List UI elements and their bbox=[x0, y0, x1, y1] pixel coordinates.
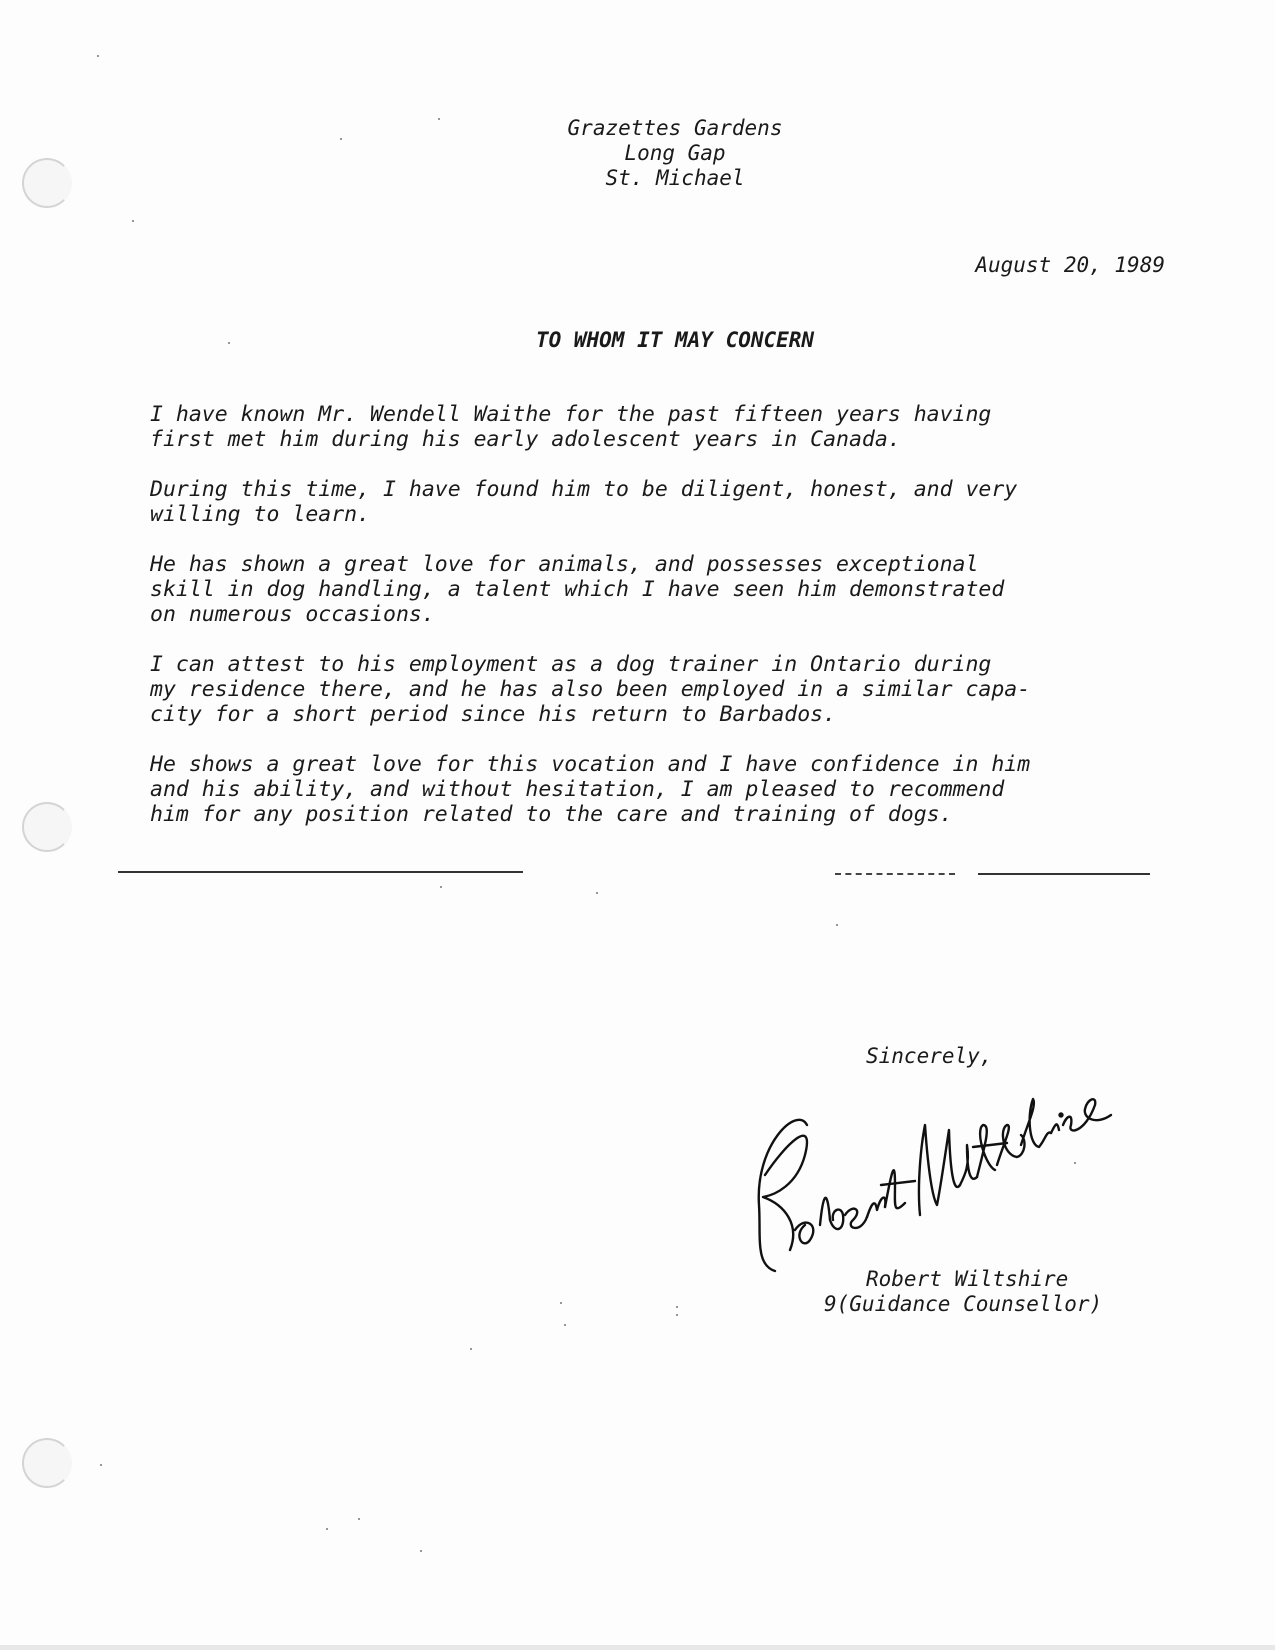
handwritten-signature bbox=[745, 1085, 1125, 1275]
signer-name: Robert Wiltshire bbox=[866, 1267, 1069, 1291]
scan-speck bbox=[440, 886, 442, 888]
paragraph-line: He shows a great love for this vocation and I have confidence in him bbox=[150, 752, 1031, 777]
scan-speck bbox=[438, 118, 440, 120]
scan-speck bbox=[358, 1518, 360, 1520]
scan-speck bbox=[596, 892, 598, 894]
paragraph-line: my residence there, and he has also been employed in a similar capa- bbox=[150, 677, 1031, 702]
paragraph-3 bbox=[150, 552, 1180, 627]
scan-speck bbox=[132, 220, 134, 222]
punch-hole-bottom bbox=[22, 1438, 72, 1488]
scan-speck bbox=[836, 924, 838, 926]
address-line-1: Grazettes Gardens bbox=[567, 116, 783, 140]
scan-speck bbox=[340, 138, 342, 140]
closing: Sincerely, bbox=[866, 1044, 993, 1068]
scan-speck bbox=[97, 55, 99, 57]
paragraph-line: first met him during his early adolescent years in Canada. bbox=[150, 427, 901, 452]
paragraph-line: I have known Mr. Wendell Waithe for the past fifteen years having bbox=[150, 402, 992, 427]
paragraph-line: him for any position related to the care and training of dogs. bbox=[150, 802, 953, 827]
paragraph-line: skill in dog handling, a talent which I have seen him demonstrated bbox=[150, 577, 1005, 602]
sender-address bbox=[500, 116, 850, 191]
scan-speck bbox=[560, 1302, 562, 1304]
address-line-2: Long Gap bbox=[624, 141, 726, 165]
letter-body bbox=[150, 402, 1180, 852]
paragraph-line: city for a short period since his return to Barbados. bbox=[150, 702, 837, 727]
paragraph-5 bbox=[150, 752, 1180, 827]
signer-title: 9(Guidance Counsellor) bbox=[824, 1292, 1103, 1316]
letter-date: August 20, 1989 bbox=[975, 253, 1165, 277]
scan-bottom-edge bbox=[0, 1645, 1275, 1650]
scan-speck bbox=[676, 1314, 678, 1316]
paragraph-4 bbox=[150, 652, 1180, 727]
divider-rule-right-dashed bbox=[835, 873, 955, 875]
scan-speck bbox=[420, 1550, 422, 1552]
punch-hole-middle bbox=[22, 802, 72, 852]
scan-speck bbox=[1074, 1162, 1076, 1164]
scan-speck bbox=[228, 342, 230, 344]
paragraph-line: willing to learn. bbox=[150, 502, 371, 527]
scan-speck bbox=[326, 1528, 328, 1530]
paragraph-line: and his ability, and without hesitation, I am pleased to recommend bbox=[150, 777, 1005, 802]
divider-rule-left bbox=[118, 871, 523, 873]
scan-speck bbox=[564, 1324, 566, 1326]
paragraph-line: I can attest to his employment as a dog trainer in Ontario during bbox=[150, 652, 992, 677]
scan-speck bbox=[100, 1464, 102, 1466]
paragraph-1 bbox=[150, 402, 1180, 452]
divider-rule-right bbox=[978, 873, 1150, 875]
address-line-3: St. Michael bbox=[605, 166, 745, 190]
paragraph-2 bbox=[150, 477, 1180, 527]
salutation: TO WHOM IT MAY CONCERN bbox=[535, 328, 815, 352]
scan-speck bbox=[470, 1348, 472, 1350]
paragraph-line: on numerous occasions. bbox=[150, 602, 435, 627]
paragraph-line: He has shown a great love for animals, and possesses exceptional bbox=[150, 552, 979, 577]
scan-speck bbox=[676, 1306, 678, 1308]
paragraph-line: During this time, I have found him to be diligent, honest, and very bbox=[150, 477, 1018, 502]
punch-hole-top bbox=[22, 158, 72, 208]
